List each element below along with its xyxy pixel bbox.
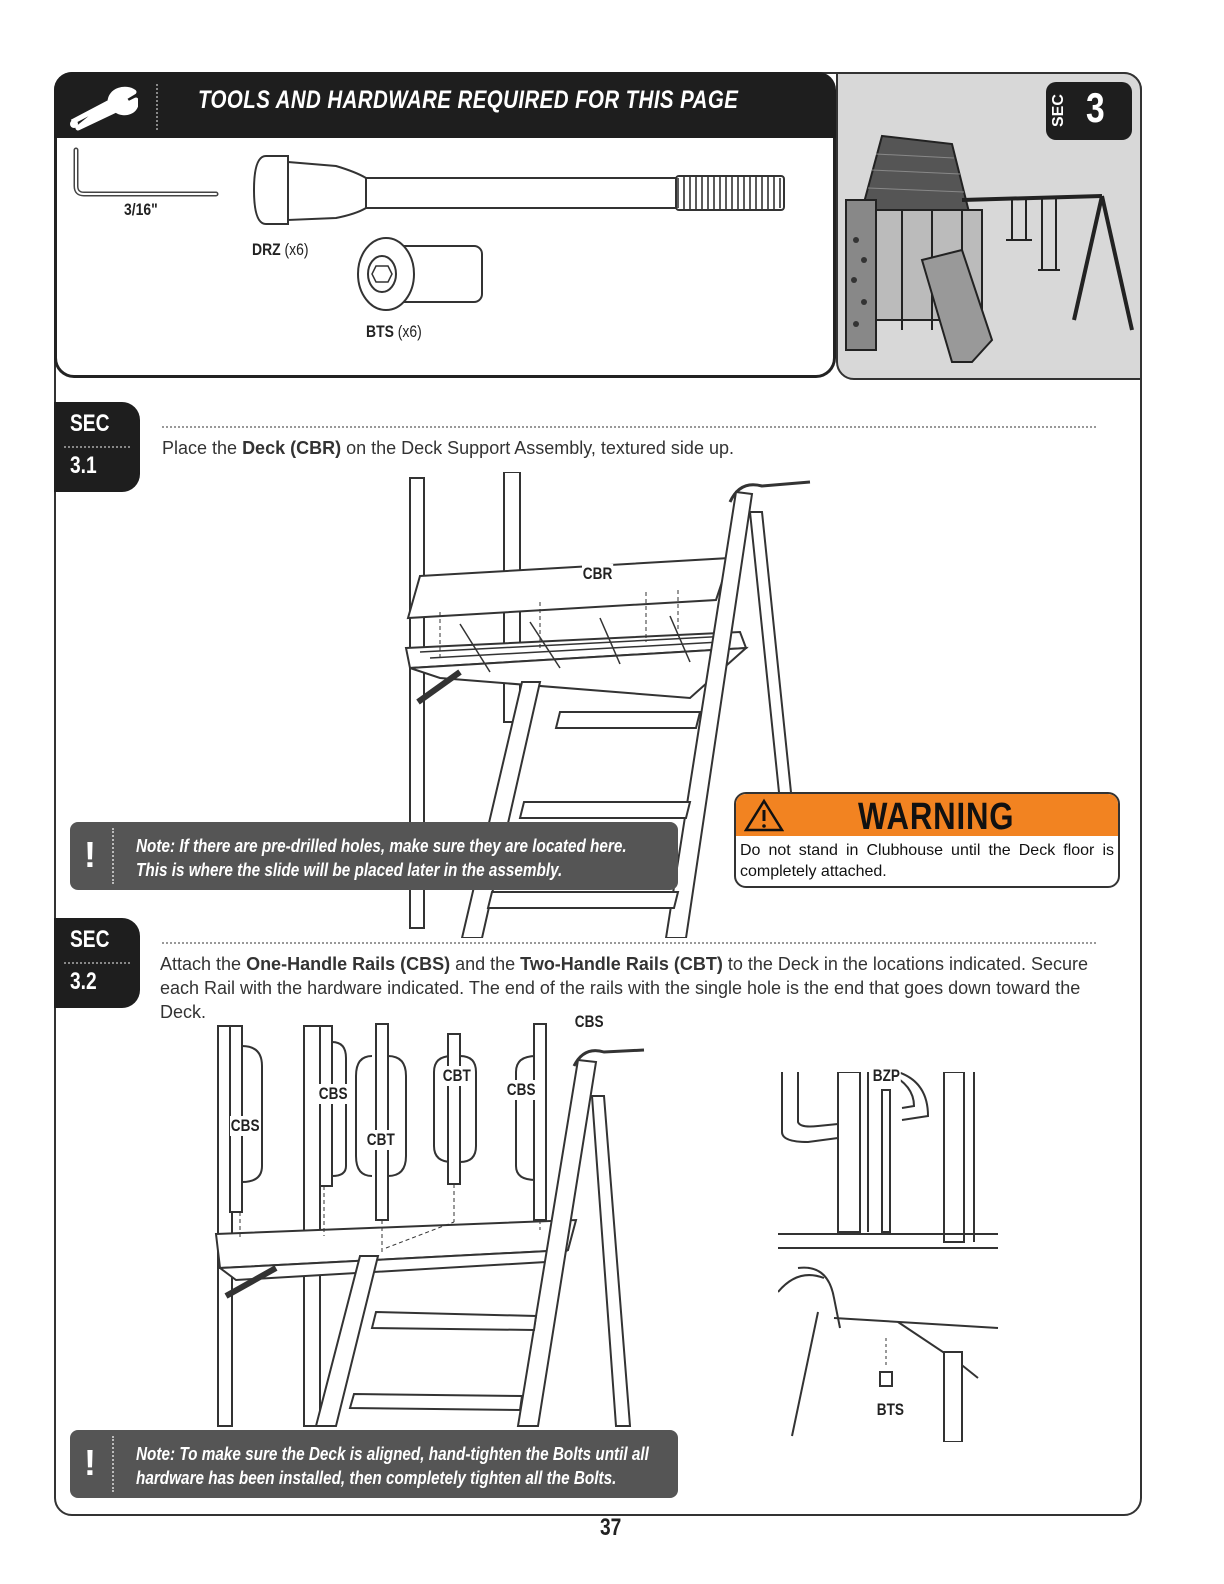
warning-box	[734, 792, 1120, 888]
cbr-label: CBR	[582, 564, 613, 583]
bts-detail-label: BTS	[876, 1400, 904, 1419]
section-badge-label: SEC	[1050, 94, 1067, 128]
cbs-label-left: CBS	[318, 1084, 348, 1103]
sec-tab-number: 3.1	[70, 452, 97, 479]
sec-tab-number: 3.2	[70, 968, 97, 995]
bzp-label: BZP	[872, 1066, 900, 1085]
cbt-label-left: CBT	[366, 1130, 395, 1149]
warning-triangle-icon	[744, 798, 784, 832]
warning-title: WARNING	[858, 796, 1015, 838]
instruction-3-2: Attach the One-Handle Rails (CBS) and the Two-Handle Rails (CBT) to the Deck in the locations indicated. Secure each Rail with the hardware indicated. The end of the rails with the single hole is the end that goes down toward the Deck.	[160, 954, 1089, 1022]
note-3-1	[70, 822, 678, 890]
tools-divider	[156, 84, 158, 130]
cbs-label-top: CBS	[574, 1012, 604, 1031]
exclamation-icon: !	[84, 834, 96, 875]
section-badge-number: 3	[1086, 84, 1105, 131]
instruction-3-1: Place the Deck (CBR) on the Deck Support Assembly, textured side up.	[162, 438, 734, 458]
note-3-2	[70, 1430, 678, 1498]
cbt-label-right: CBT	[442, 1066, 471, 1085]
diagram-3-2	[206, 1016, 652, 1428]
divider-3-2	[162, 942, 1096, 944]
tools-title: TOOLS AND HARDWARE REQUIRED FOR THIS PAGE	[198, 86, 739, 114]
sec-tab-label: SEC	[70, 926, 110, 953]
drz-code: DRZ	[252, 240, 281, 259]
deck-part-name: Deck (CBR)	[242, 438, 342, 458]
drz-label	[252, 240, 309, 260]
page-number: 37	[600, 1514, 622, 1541]
cbs-part-name: One-Handle Rails (CBS)	[246, 954, 451, 974]
divider-3-1	[162, 426, 1096, 428]
allen-key-size-label: 3/16"	[124, 200, 158, 219]
note-3-2-line1: Note: To make sure the Deck is aligned, hand-tighten the Bolts until all	[136, 1444, 649, 1464]
bts-qty: (x6)	[397, 322, 422, 341]
note-3-1-line1: Note: If there are pre-drilled holes, make sure they are located here.	[136, 836, 627, 856]
note-3-1-line2: This is where the slide will be placed later in the assembly.	[136, 860, 563, 880]
warning-header	[736, 794, 1118, 836]
warning-text: Do not stand in Clubhouse until the Deck floor is completely attached.	[740, 842, 1114, 880]
playset-illustration	[842, 130, 1138, 370]
sec-tab-3-1	[54, 402, 140, 492]
sec-tab-3-2	[54, 918, 140, 1008]
exclamation-icon: !	[84, 1442, 96, 1483]
bts-code: BTS	[366, 322, 394, 341]
sec-tab-label: SEC	[70, 410, 110, 437]
wrench-icon	[66, 82, 138, 132]
bts-label	[366, 322, 422, 342]
cbs-label-right: CBS	[506, 1080, 536, 1099]
cbs-label-far-left: CBS	[230, 1116, 260, 1135]
drz-qty: (x6)	[284, 240, 309, 259]
cbt-part-name: Two-Handle Rails (CBT)	[520, 954, 723, 974]
note-3-2-line2: hardware has been installed, then completely tighten all the Bolts.	[136, 1468, 617, 1488]
detail-diagram	[778, 1072, 1000, 1442]
hardware-drawings	[66, 146, 806, 336]
